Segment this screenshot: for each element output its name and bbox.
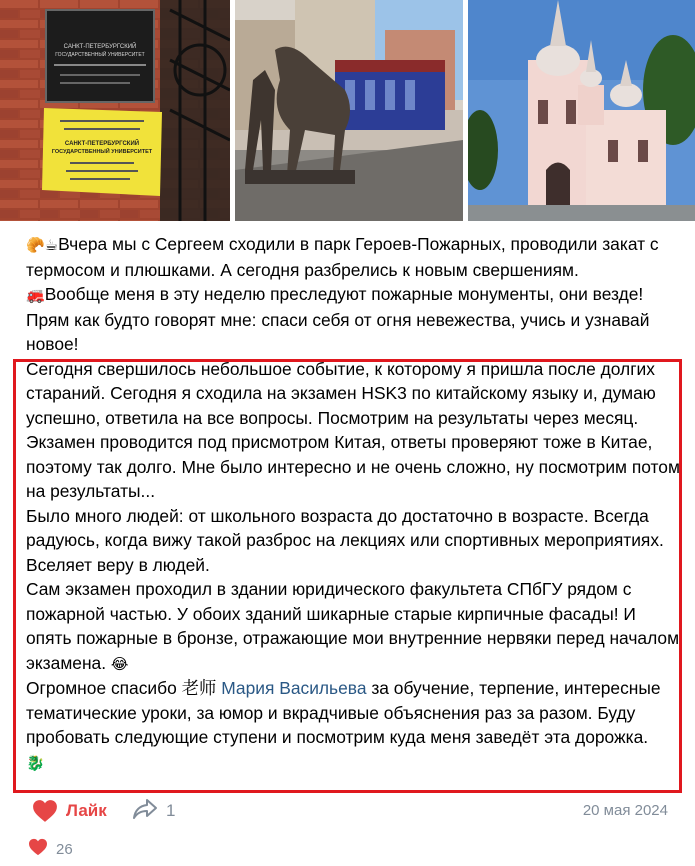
fire-engine-emoji: 🚒 [26, 286, 45, 304]
plaque-yellow-line-2: ГОСУДАРСТВЕННЫЙ УНИВЕРСИТЕТ [51, 149, 153, 155]
like-label: Лайк [66, 801, 107, 820]
share-count: 1 [166, 801, 176, 820]
photo-bronze-horse-statue[interactable] [235, 0, 463, 221]
post-text [26, 232, 686, 775]
like-button[interactable] [32, 796, 107, 826]
photo-church-image [468, 0, 695, 221]
share-button[interactable] [132, 796, 175, 826]
likes-summary[interactable] [28, 836, 73, 862]
plaque-top-line-2: ГОСУДАРСТВЕННЫЙ УНИВЕРСИТЕТ [55, 52, 145, 58]
share-arrow-icon [132, 798, 158, 825]
photo-church[interactable] [468, 0, 695, 221]
heart-icon [32, 799, 58, 823]
likes-count: 26 [56, 840, 73, 858]
dragon-emoji: 🐉 [26, 753, 45, 772]
post-paragraph-6 [26, 676, 686, 775]
post-paragraph-1-text: Вчера мы с Сергеем сходили в парк Героев-Пожарных, проводили закат с термосом и плюшками. А сегодня разбрелись к новым свершениям. [26, 234, 659, 280]
photo-university-plaque-image [0, 0, 230, 221]
plaque-top-line-1: САНКТ-ПЕТЕРБУРГСКИЙ [63, 44, 137, 50]
post-paragraph-3: Сегодня свершилось небольшое событие, к которому я пришла после долгих стараний. Сегодня я сходила на экзамен HSK3 по китайскому языку и, думаю успешно, ответила на все вопросы. Посмотрим на результаты через месяц. Экзамен проводится под присмотром Китая, ответы проверяют тоже в Китае, поэтому так долго. Мне было интересно и не очень сложно, ну посмотрим потом на результаты... [26, 358, 680, 501]
post-paragraph-5-text: Сам экзамен проходил в здании юридического факультета СПбГУ рядом с пожарной частью. У обоих зданий шикарные старые кирпичные фасады! И опять пожарные в бронзе, отражающие мои внутренние нервяки перед началом экзамена. [26, 579, 680, 673]
croissant-coffee-emoji: 🥐☕ [26, 236, 59, 254]
photo-university-plaque[interactable] [0, 0, 230, 221]
photo-bronze-horse-statue-image [235, 0, 463, 221]
plaque-yellow-line-1: САНКТ-ПЕТЕРБУРГСКИЙ [64, 141, 140, 147]
post-date[interactable]: 20 мая 2024 [582, 802, 668, 819]
post-paragraph-5 [26, 577, 686, 676]
post-paragraph-6-before: Огромное спасибо 老师 [26, 678, 222, 698]
post-paragraph-6-after: за обучение, терпение, интересные тематические уроки, за юмор и вкрадчивые объяснения раз за разом. Буду пробовать следующие ступени и посмотрим куда меня заведёт эта дорожка. [26, 678, 661, 747]
mention-link[interactable]: Мария Васильева [221, 678, 367, 698]
post-paragraph-2 [26, 282, 686, 357]
heart-icon [28, 838, 48, 861]
post-paragraph-1 [26, 232, 686, 282]
laughing-emoji: 😂 [110, 654, 129, 673]
photo-grid [0, 0, 695, 221]
post-paragraph-4: Было много людей: от школьного возраста до достаточно в возрасте. Всегда радуюсь, когда вижу такой разброс на лекциях или спортивных мероприятиях. Вселяет веру в людей. [26, 505, 664, 575]
post-action-bar [0, 790, 695, 830]
post-paragraph-2-text: Вообще меня в эту неделю преследуют пожарные монументы, они везде! Прям как будто говорят мне: спаси себя от огня невежества, учись и узнавай новое! [26, 284, 650, 354]
